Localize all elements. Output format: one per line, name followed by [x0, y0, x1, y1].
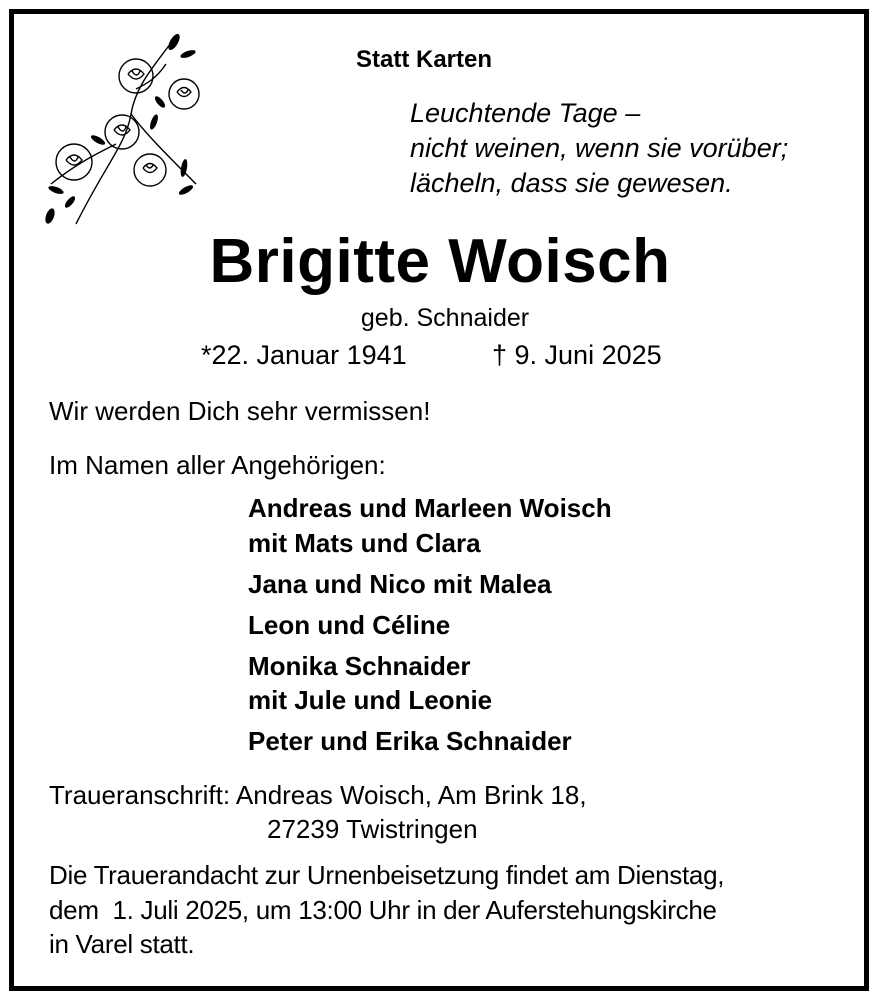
family-line: Monika Schnaider [248, 651, 471, 681]
poem-line: Leuchtende Tage – [410, 98, 641, 128]
family-line: mit Jule und Leonie [248, 685, 493, 715]
roses-illustration [36, 24, 212, 238]
family-line: Andreas und Marleen Woisch [248, 493, 612, 523]
deceased-name: Brigitte Woisch [209, 227, 671, 296]
death-date: † 9. Juni 2025 [492, 340, 662, 370]
family-line: mit Mats und Clara [248, 528, 481, 558]
poem-line: nicht weinen, wenn sie vorüber; [410, 133, 789, 163]
farewell-message: Wir werden Dich sehr vermissen! [49, 396, 431, 426]
birth-date: *22. Januar 1941 [201, 340, 407, 370]
relatives-intro: Im Namen aller Angehörigen: [49, 450, 386, 480]
birth-name: geb. Schnaider [360, 304, 530, 332]
service-line: in Varel statt. [49, 929, 195, 959]
header-statt-karten: Statt Karten [356, 46, 493, 73]
family-line: Jana und Nico mit Malea [248, 569, 552, 599]
address-line-2: 27239 Twistringen [267, 814, 478, 844]
service-line: dem 1. Juli 2025, um 13:00 Uhr in der Auferstehungskirche [49, 894, 717, 925]
poem [410, 96, 788, 201]
service-line: Die Trauerandacht zur Urnenbeisetzung findet am Dienstag, [49, 860, 725, 890]
family-line: Leon und Céline [248, 610, 451, 640]
address-line-1: Traueranschrift: Andreas Woisch, Am Brink 18, [49, 780, 587, 810]
service-notice [49, 858, 724, 962]
family-line: Peter und Erika Schnaider [248, 726, 572, 756]
poem-line: lächeln, dass sie gewesen. [410, 168, 733, 198]
